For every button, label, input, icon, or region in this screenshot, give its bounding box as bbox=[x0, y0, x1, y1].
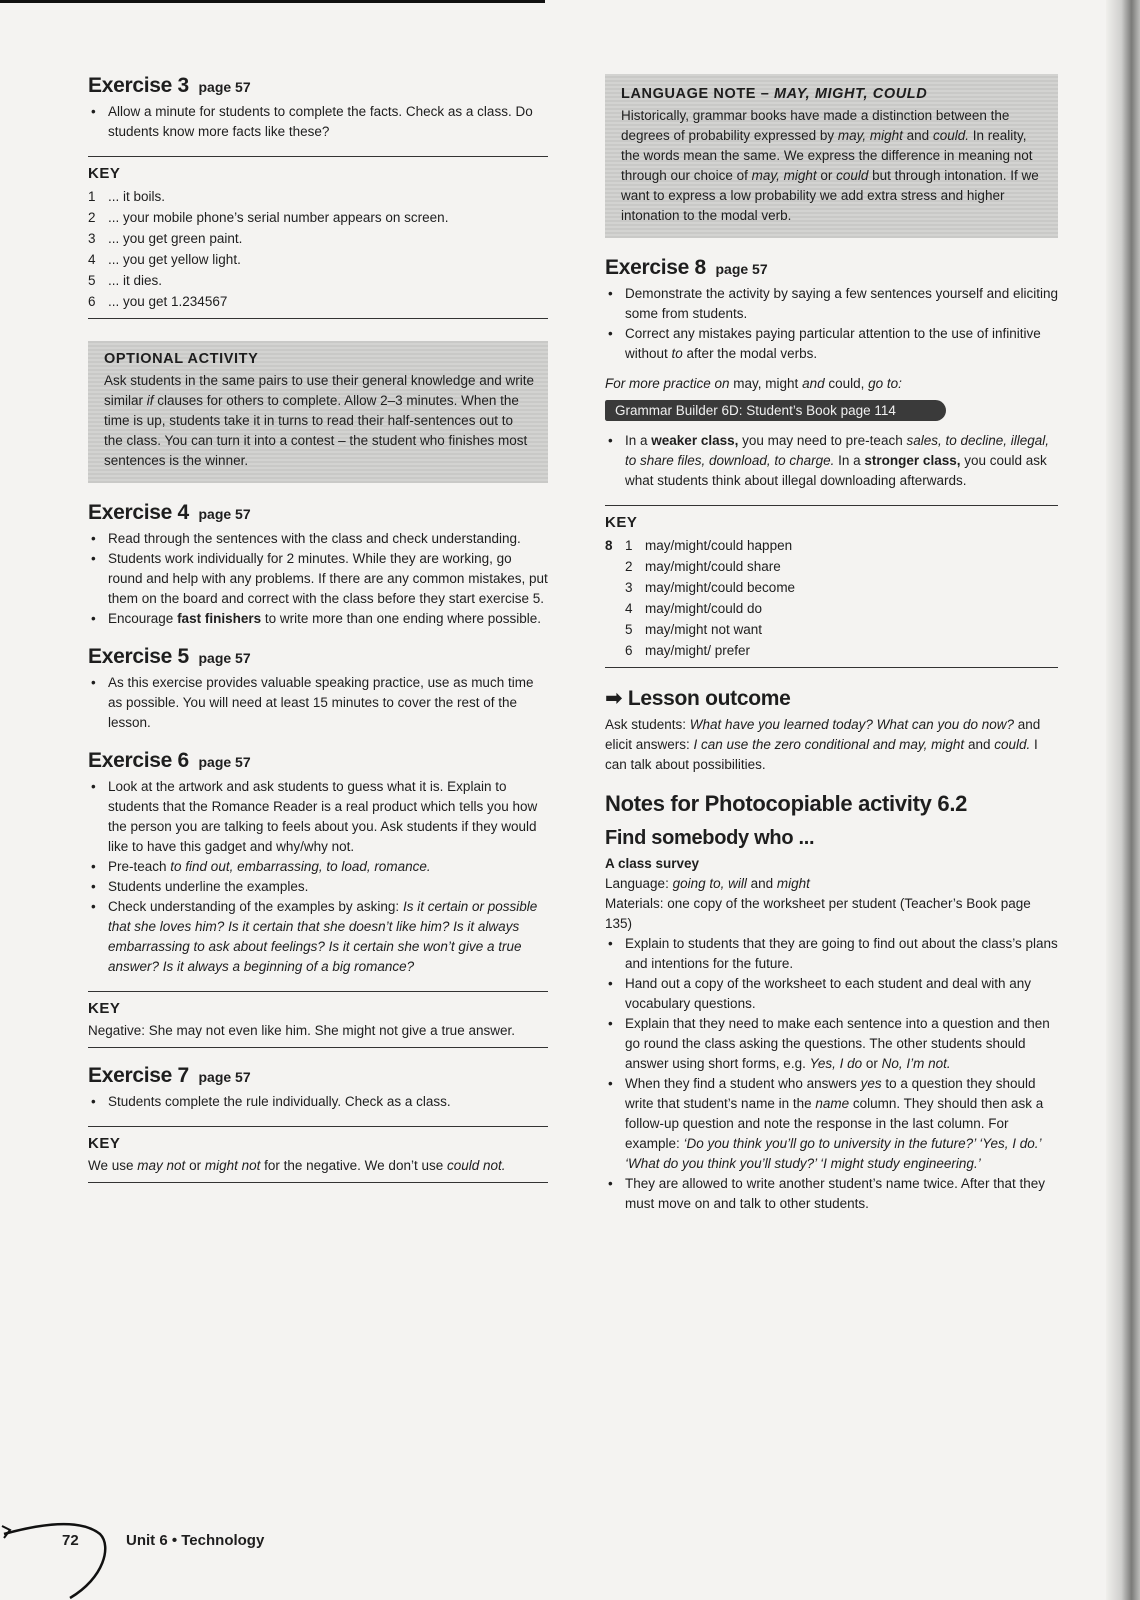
key-text: ... you get 1.234567 bbox=[108, 294, 228, 309]
activity-bullet: • Explain to students that they are going to find out about the class’s plans and intentions for the future. bbox=[605, 934, 1058, 974]
text: to bbox=[671, 346, 683, 361]
exercise-6 bbox=[88, 749, 548, 1048]
text: might bbox=[776, 876, 810, 891]
language-note-text bbox=[621, 106, 1044, 226]
exercise-8 bbox=[605, 256, 1058, 668]
text: Encourage bbox=[108, 611, 178, 626]
text: you could ask what students think about illegal downloading afterwards. bbox=[625, 453, 1047, 488]
key-text: may/might/could happen bbox=[645, 538, 793, 553]
key-text: may/might/ prefer bbox=[645, 643, 751, 658]
text: Explain that they need to make each sentence into a question and then go round the class asking the questions. The other students should answer using short forms, e.g. bbox=[625, 1016, 1050, 1071]
exercise-4-bullet bbox=[88, 609, 548, 629]
exercise-4-page: page 57 bbox=[198, 506, 251, 522]
text: In a bbox=[834, 453, 865, 468]
book-spine-shadow bbox=[1106, 0, 1140, 1600]
text: and elicit answers: bbox=[605, 717, 1041, 752]
page-number: 72 bbox=[62, 1532, 79, 1549]
unit-label: Unit 6 • Technology bbox=[126, 1532, 265, 1549]
key-number: 2 bbox=[88, 210, 96, 225]
text: Check understanding of the examples by asking: bbox=[108, 899, 403, 914]
exercise-8-bullet: • Demonstrate the activity by saying a few sentences yourself and eliciting some from students. bbox=[605, 284, 1058, 324]
text: I can use the zero conditional and may, might bbox=[693, 737, 965, 752]
key-number: 4 bbox=[625, 601, 633, 616]
text: or bbox=[816, 168, 837, 183]
key-title: KEY bbox=[605, 514, 638, 531]
text: or bbox=[862, 1056, 882, 1071]
materials-line: Materials: one copy of the worksheet per student (Teacher’s Book page 135) bbox=[605, 896, 1031, 931]
photocopiable-heading: Notes for Photocopiable activity 6.2 bbox=[605, 791, 968, 816]
exercise-7 bbox=[88, 1064, 548, 1183]
text: Ask students in the same pairs to use their general knowledge and write similar bbox=[104, 373, 534, 408]
exercise-8-heading bbox=[605, 256, 1058, 280]
key-text bbox=[88, 1156, 548, 1176]
text: name bbox=[815, 1096, 850, 1111]
text: stronger class, bbox=[864, 453, 961, 468]
text: Pre-teach bbox=[108, 859, 171, 874]
key-number: 4 bbox=[88, 252, 96, 267]
text: could bbox=[836, 168, 869, 183]
activity-title: Find somebody who ... bbox=[605, 827, 815, 849]
text: When they find a student who answers bbox=[625, 1076, 861, 1091]
text: In a bbox=[625, 433, 652, 448]
text: No, I’m not. bbox=[881, 1056, 951, 1071]
text: if bbox=[146, 393, 154, 408]
key-item bbox=[625, 640, 795, 661]
key-item bbox=[625, 577, 795, 598]
exercise-7-key bbox=[88, 1126, 548, 1183]
exercise-5-heading bbox=[88, 645, 548, 669]
exercise-6-bullet: • Students underline the examples. bbox=[88, 877, 548, 897]
photocopiable-notes bbox=[605, 791, 1058, 1214]
exercise-3-page: page 57 bbox=[198, 79, 251, 95]
key-text: may/might not want bbox=[645, 622, 763, 637]
exercise-4-heading bbox=[88, 501, 548, 525]
text: or bbox=[185, 1158, 205, 1173]
text: and bbox=[798, 376, 829, 391]
key-number: 6 bbox=[625, 643, 633, 658]
text: fast finishers bbox=[177, 611, 262, 626]
key-number: 2 bbox=[625, 559, 633, 574]
text: may, might bbox=[751, 168, 817, 183]
text: weaker class, bbox=[651, 433, 739, 448]
language-note-title bbox=[621, 86, 1044, 102]
text: What have you learned today? What can you do now? bbox=[689, 717, 1015, 732]
exercise-6-title: Exercise 6 bbox=[88, 749, 189, 772]
page-footer bbox=[0, 1482, 400, 1600]
exercise-4-bullet: • Students work individually for 2 minutes. While they are working, go round and help with any problems. If there are any common mistakes, put them on the board and correct with the class before they start exercise 5. bbox=[88, 549, 548, 609]
text: Language: bbox=[605, 876, 673, 891]
exercise-7-bullet: • Students complete the rule individually. Check as a class. bbox=[88, 1092, 548, 1112]
text: could, bbox=[828, 376, 865, 391]
exercise-6-heading bbox=[88, 749, 548, 773]
activity-subtitle: A class survey bbox=[605, 856, 700, 871]
exercise-6-bullet bbox=[88, 857, 548, 877]
page-curl-decoration bbox=[0, 1482, 120, 1600]
exercise-3-title: Exercise 3 bbox=[88, 74, 189, 97]
text: column. They should then ask a follow-up question and note the response in the last column. For example: bbox=[625, 1096, 1044, 1151]
key-text: ... you get green paint. bbox=[108, 231, 243, 246]
left-column bbox=[88, 74, 548, 1183]
optional-activity-text bbox=[104, 371, 534, 471]
text: but through intonation. If we want to express a low probability we add extra stress and higher intonation to the modal verb. bbox=[621, 168, 1039, 223]
optional-activity-title: OPTIONAL ACTIVITY bbox=[104, 351, 259, 367]
text: and bbox=[964, 737, 995, 752]
text: may, might bbox=[733, 376, 799, 391]
exercise-6-page: page 57 bbox=[198, 754, 251, 770]
exercise-7-page: page 57 bbox=[198, 1069, 251, 1085]
exercise-8-bullet bbox=[605, 431, 1058, 491]
text: going to, will bbox=[672, 876, 747, 891]
exercise-8-bullet bbox=[605, 324, 1058, 364]
activity-bullet bbox=[605, 1074, 1058, 1174]
practice-note bbox=[605, 374, 1058, 394]
exercise-7-title: Exercise 7 bbox=[88, 1064, 189, 1087]
text: may, might bbox=[837, 128, 903, 143]
exercise-4 bbox=[88, 501, 548, 629]
key-item bbox=[625, 598, 795, 619]
key-number: 1 bbox=[88, 189, 96, 204]
text: could. bbox=[994, 737, 1031, 752]
key-text: Negative: She may not even like him. She might not give a true answer. bbox=[88, 1023, 515, 1038]
key-text: may/might/could become bbox=[645, 580, 796, 595]
lesson-outcome-heading bbox=[605, 686, 1058, 711]
text: ‘Do you think you’ll go to university in the future?’ ‘Yes, I do.’ ‘What do you think you’ll study?’ ‘I might study engineering.’ bbox=[625, 1136, 1041, 1171]
optional-activity-box bbox=[88, 341, 548, 483]
exercise-3-bullet: • Allow a minute for students to complete the facts. Check as a class. Do students know more facts like these? bbox=[88, 102, 548, 142]
text: for the negative. We don’t use bbox=[260, 1158, 447, 1173]
key-8-list bbox=[605, 535, 1058, 661]
exercise-6-key bbox=[88, 991, 548, 1048]
right-column bbox=[605, 74, 1058, 1214]
text: to find out, embarrassing, to load, romance. bbox=[170, 859, 431, 874]
text: yes bbox=[860, 1076, 882, 1091]
key-item bbox=[625, 619, 795, 640]
language-line bbox=[605, 874, 1058, 894]
key-number: 3 bbox=[625, 580, 633, 595]
text: after the modal verbs. bbox=[682, 346, 818, 361]
text: to a question they should write that student’s name in the bbox=[625, 1076, 1036, 1111]
text: Ask students: bbox=[605, 717, 690, 732]
exercise-7-heading bbox=[88, 1064, 548, 1088]
text: Historically, grammar books have made a distinction between the degrees of probability expressed by bbox=[621, 108, 1010, 143]
exercise-8-page: page 57 bbox=[715, 261, 768, 277]
text: In reality, the words mean the same. We express the difference in meaning not through our choice of bbox=[621, 128, 1033, 183]
text: MAY, MIGHT, COULD bbox=[774, 86, 928, 102]
text: could. bbox=[932, 128, 969, 143]
key-exercise-number: 8 bbox=[605, 538, 613, 553]
text: to write more than one ending where possible. bbox=[261, 611, 542, 626]
text: I can talk about possibilities. bbox=[605, 737, 1038, 772]
text: might not bbox=[204, 1158, 261, 1173]
lesson-outcome-title: Lesson outcome bbox=[627, 687, 791, 710]
lesson-outcome bbox=[605, 686, 1058, 775]
exercise-3 bbox=[88, 74, 548, 319]
key-title: KEY bbox=[88, 165, 121, 182]
text: Correct any mistakes paying particular attention to the use of infinitive without bbox=[625, 326, 1041, 361]
key-number: 5 bbox=[625, 622, 633, 637]
key-number: 1 bbox=[625, 538, 633, 553]
text: and bbox=[902, 128, 933, 143]
key-item bbox=[88, 270, 548, 291]
key-text: may/might/could share bbox=[645, 559, 781, 574]
key-item bbox=[88, 228, 548, 249]
top-rule bbox=[0, 0, 545, 3]
arrow-right-icon: ➡ bbox=[605, 687, 623, 710]
key-text: ... you get yellow light. bbox=[108, 252, 241, 267]
key-text: ... it dies. bbox=[108, 273, 163, 288]
text: and bbox=[746, 876, 777, 891]
exercise-3-key bbox=[88, 156, 548, 319]
text: clauses for others to complete. Allow 2–3 minutes. When the time is up, students take it in turns to read their half-sentences out to the class. You can turn it into a contest – the student who finishes most sentences is the winner. bbox=[104, 393, 528, 468]
text: We use bbox=[88, 1158, 138, 1173]
key-item bbox=[625, 556, 795, 577]
key-title: KEY bbox=[88, 1135, 121, 1152]
exercise-6-bullet: • Look at the artwork and ask students to guess what it is. Explain to students that the Romance Reader is a real product which tells you how the person you are talking to feels about you. Ask students if they would like to have this gadget and why/why not. bbox=[88, 777, 548, 857]
exercise-5-page: page 57 bbox=[198, 650, 251, 666]
key-item bbox=[88, 291, 548, 312]
text: For more practice on bbox=[605, 376, 734, 391]
exercise-4-title: Exercise 4 bbox=[88, 501, 189, 524]
key-text: ... your mobile phone’s serial number appears on screen. bbox=[108, 210, 449, 225]
activity-bullet bbox=[605, 1014, 1058, 1074]
text: Yes, I do bbox=[809, 1056, 863, 1071]
language-note-box bbox=[605, 74, 1058, 238]
activity-bullet: • Hand out a copy of the worksheet to each student and deal with any vocabulary questions. bbox=[605, 974, 1058, 1014]
key-item bbox=[88, 249, 548, 270]
text: may not bbox=[137, 1158, 186, 1173]
key-item bbox=[88, 186, 548, 207]
activity-bullet: • They are allowed to write another student’s name twice. After that they must move on and talk to other students. bbox=[605, 1174, 1058, 1214]
exercise-5-title: Exercise 5 bbox=[88, 645, 189, 668]
exercise-4-bullet: • Read through the sentences with the class and check understanding. bbox=[88, 529, 548, 549]
key-text: ... it boils. bbox=[108, 189, 166, 204]
key-number: 6 bbox=[88, 294, 96, 309]
key-text: may/might/could do bbox=[645, 601, 763, 616]
key-item bbox=[88, 207, 548, 228]
key-title: KEY bbox=[88, 1000, 121, 1017]
grammar-builder-reference: Grammar Builder 6D: Student’s Book page 114 bbox=[605, 400, 946, 421]
exercise-8-key bbox=[605, 505, 1058, 668]
exercise-8-title: Exercise 8 bbox=[605, 256, 706, 279]
text: go to: bbox=[864, 376, 902, 391]
exercise-3-heading bbox=[88, 74, 548, 98]
lesson-outcome-text bbox=[605, 715, 1058, 775]
exercise-6-bullet bbox=[88, 897, 548, 977]
text: Is it certain or possible that she loves him? Is it certain that she doesn’t like him? Is it always embarrassing to ask about feelings? Is it certain she won’t give a true answer? Is it always a beginning of a big romance? bbox=[108, 899, 538, 974]
exercise-5 bbox=[88, 645, 548, 733]
text: you may need to pre-teach bbox=[738, 433, 907, 448]
key-number: 5 bbox=[88, 273, 96, 288]
text: sales, to decline, illegal, to share files, download, to charge. bbox=[625, 433, 1050, 468]
text: could not. bbox=[446, 1158, 506, 1173]
key-item bbox=[625, 535, 795, 556]
key-number: 3 bbox=[88, 231, 96, 246]
exercise-5-bullet: • As this exercise provides valuable speaking practice, use as much time as possible. You will need at least 15 minutes to cover the rest of the lesson. bbox=[88, 673, 548, 733]
text: LANGUAGE NOTE – bbox=[621, 86, 774, 102]
